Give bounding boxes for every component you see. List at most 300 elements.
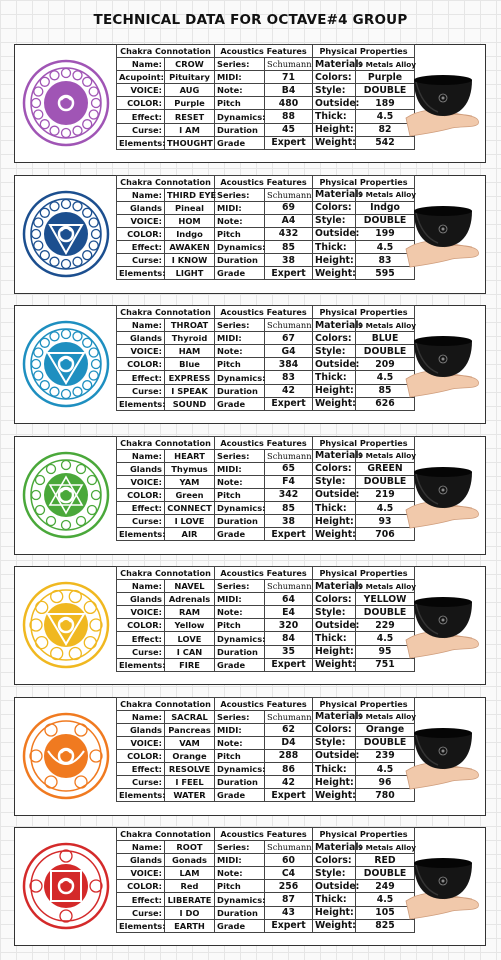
- label-grade: Grade: [215, 397, 265, 410]
- page-title: TECHNICAL DATA FOR OCTAVE#4 GROUP: [93, 12, 408, 28]
- label-midi: MIDI:: [215, 723, 265, 736]
- value-effect: RESOLVE: [165, 762, 215, 775]
- label-colors: Colors:: [313, 71, 356, 84]
- label-midi: MIDI:: [215, 71, 265, 84]
- value-voice: LAM: [165, 867, 215, 880]
- navel-ram-icon: [17, 569, 115, 681]
- value-duration: 42: [265, 384, 313, 397]
- value-style: DOUBLE: [356, 867, 415, 880]
- value-weight: 595: [356, 267, 415, 280]
- label-thick: Thick:: [313, 632, 356, 645]
- value-duration: 38: [265, 254, 313, 267]
- label-midi: MIDI:: [215, 854, 265, 867]
- singing-bowl-on-hand-image: [403, 830, 483, 942]
- label-material: Material:: [313, 319, 356, 332]
- label-weight: Weight:: [313, 397, 356, 410]
- value-weight: 626: [356, 397, 415, 410]
- label-name: Name:: [117, 449, 165, 462]
- label-dynamics: Dynamics:: [215, 240, 265, 253]
- value-material: 9 Metals Alloy: [356, 580, 415, 593]
- header-acoustics-features: Acoustics Features: [215, 175, 313, 188]
- label-midi: MIDI:: [215, 332, 265, 345]
- header-acoustics-features: Acoustics Features: [215, 306, 313, 319]
- header-physical-properties: Physical Properties: [313, 436, 415, 449]
- value-style: DOUBLE: [356, 345, 415, 358]
- chakra-block-sacral: [14, 697, 486, 816]
- value-color: Yellow: [165, 619, 215, 632]
- value-midi: 69: [265, 201, 313, 214]
- chakra-block-throat: [14, 305, 486, 424]
- value-outside: 189: [356, 97, 415, 110]
- value-midi: 60: [265, 854, 313, 867]
- label-curse: Curse:: [117, 906, 165, 919]
- label-dynamics: Dynamics:: [215, 371, 265, 384]
- label-outside: Outside:: [313, 749, 356, 762]
- label-series: Series:: [215, 580, 265, 593]
- value-effect: CONNECT: [165, 501, 215, 514]
- label-color: COLOR:: [117, 488, 165, 501]
- label-curse: Curse:: [117, 776, 165, 789]
- value-duration: 38: [265, 515, 313, 528]
- label-height: Height:: [313, 384, 356, 397]
- header-chakra-connotation: Chakra Connotation: [117, 828, 215, 841]
- label-material: Material:: [313, 188, 356, 201]
- value-thick: 4.5: [356, 371, 415, 384]
- label-duration: Duration: [215, 384, 265, 397]
- label-height: Height:: [313, 776, 356, 789]
- value-voice: VAM: [165, 736, 215, 749]
- throat-ham-icon: [17, 308, 115, 420]
- value-duration: 45: [265, 123, 313, 136]
- value-grade: Expert: [265, 267, 313, 280]
- value-pitch: 288: [265, 749, 313, 762]
- label-effect: Effect:: [117, 501, 165, 514]
- value-colors: RED: [356, 854, 415, 867]
- label-dynamics: Dynamics:: [215, 762, 265, 775]
- label-style: Style:: [313, 867, 356, 880]
- value-midi: 65: [265, 462, 313, 475]
- value-note: D4: [265, 736, 313, 749]
- value-colors: BLUE: [356, 332, 415, 345]
- label-note: Note:: [215, 214, 265, 227]
- label-color: COLOR:: [117, 227, 165, 240]
- label-weight: Weight:: [313, 658, 356, 671]
- label-series: Series:: [215, 188, 265, 201]
- spec-table: [116, 436, 415, 542]
- value-weight: 542: [356, 136, 415, 149]
- value-effect: EXPRESS: [165, 371, 215, 384]
- sacral-vam-icon: [17, 700, 115, 812]
- value-effect: LIBERATE: [165, 893, 215, 906]
- spec-table: [116, 175, 415, 281]
- label-voice: VOICE:: [117, 345, 165, 358]
- value-color: Green: [165, 488, 215, 501]
- value-outside: 229: [356, 619, 415, 632]
- label-dynamics: Dynamics:: [215, 893, 265, 906]
- label-pitch: Pitch: [215, 488, 265, 501]
- label-weight: Weight:: [313, 789, 356, 802]
- label-curse: Curse:: [117, 515, 165, 528]
- value-dynamics: 84: [265, 632, 313, 645]
- label-style: Style:: [313, 345, 356, 358]
- label-material: Material:: [313, 449, 356, 462]
- label-effect: Effect:: [117, 110, 165, 123]
- label-glands: Glands: [117, 723, 165, 736]
- chakra-block-heart: [14, 436, 486, 555]
- label-elements: Elements:: [117, 789, 165, 802]
- label-pitch: Pitch: [215, 97, 265, 110]
- value-name: THROAT: [165, 319, 215, 332]
- label-material: Material:: [313, 58, 356, 71]
- value-elements: SOUND: [165, 397, 215, 410]
- value-effect: LOVE: [165, 632, 215, 645]
- chakra-block-crow: [14, 44, 486, 163]
- chakra-block-root: [14, 827, 486, 946]
- label-midi: MIDI:: [215, 462, 265, 475]
- value-colors: Indgo: [356, 201, 415, 214]
- label-color: COLOR:: [117, 97, 165, 110]
- label-voice: VOICE:: [117, 475, 165, 488]
- header-acoustics-features: Acoustics Features: [215, 697, 313, 710]
- label-effect: Effect:: [117, 371, 165, 384]
- label-pitch: Pitch: [215, 619, 265, 632]
- value-voice: YAM: [165, 475, 215, 488]
- value-outside: 209: [356, 358, 415, 371]
- label-series: Series:: [215, 449, 265, 462]
- value-duration: 35: [265, 645, 313, 658]
- label-duration: Duration: [215, 254, 265, 267]
- label-note: Note:: [215, 606, 265, 619]
- om-icon: [17, 47, 115, 159]
- label-grade: Grade: [215, 658, 265, 671]
- label-style: Style:: [313, 606, 356, 619]
- label-elements: Elements:: [117, 136, 165, 149]
- value-color: Indgo: [165, 227, 215, 240]
- label-thick: Thick:: [313, 893, 356, 906]
- value-curse: I CAN: [165, 645, 215, 658]
- label-pitch: Pitch: [215, 227, 265, 240]
- label-colors: Colors:: [313, 723, 356, 736]
- value-pitch: 432: [265, 227, 313, 240]
- value-voice: HAM: [165, 345, 215, 358]
- label-colors: Colors:: [313, 593, 356, 606]
- label-glands: Glands: [117, 593, 165, 606]
- label-glands: Glands: [117, 854, 165, 867]
- header-chakra-connotation: Chakra Connotation: [117, 306, 215, 319]
- singing-bowl-on-hand-image: [403, 178, 483, 290]
- label-color: COLOR:: [117, 358, 165, 371]
- label-voice: VOICE:: [117, 867, 165, 880]
- label-color: COLOR:: [117, 880, 165, 893]
- value-weight: 780: [356, 789, 415, 802]
- value-style: DOUBLE: [356, 214, 415, 227]
- header-chakra-connotation: Chakra Connotation: [117, 697, 215, 710]
- value-thick: 4.5: [356, 110, 415, 123]
- label-effect: Effect:: [117, 632, 165, 645]
- value-elements: WATER: [165, 789, 215, 802]
- value-height: 83: [356, 254, 415, 267]
- label-material: Material:: [313, 841, 356, 854]
- value-outside: 199: [356, 227, 415, 240]
- value-height: 85: [356, 384, 415, 397]
- value-midi: 62: [265, 723, 313, 736]
- label-dynamics: Dynamics:: [215, 632, 265, 645]
- value-outside: 219: [356, 488, 415, 501]
- value-grade: Expert: [265, 658, 313, 671]
- label-grade: Grade: [215, 528, 265, 541]
- value-outside: 239: [356, 749, 415, 762]
- value-height: 82: [356, 123, 415, 136]
- value-series: Schumann: [265, 841, 313, 854]
- label-height: Height:: [313, 254, 356, 267]
- spec-table: [116, 827, 415, 933]
- label-name: Name:: [117, 580, 165, 593]
- label-height: Height:: [313, 645, 356, 658]
- value-glands: Adrenals: [165, 593, 215, 606]
- third-eye-om-icon: [17, 178, 115, 290]
- value-note: C4: [265, 867, 313, 880]
- label-midi: MIDI:: [215, 593, 265, 606]
- value-material: 9 Metals Alloy: [356, 449, 415, 462]
- header-chakra-connotation: Chakra Connotation: [117, 567, 215, 580]
- label-thick: Thick:: [313, 762, 356, 775]
- value-grade: Expert: [265, 528, 313, 541]
- value-curse: I KNOW: [165, 254, 215, 267]
- label-effect: Effect:: [117, 762, 165, 775]
- value-colors: Orange: [356, 723, 415, 736]
- label-voice: VOICE:: [117, 214, 165, 227]
- label-name: Name:: [117, 188, 165, 201]
- label-material: Material:: [313, 580, 356, 593]
- value-series: Schumann: [265, 58, 313, 71]
- value-dynamics: 87: [265, 893, 313, 906]
- value-midi: 67: [265, 332, 313, 345]
- value-pitch: 480: [265, 97, 313, 110]
- label-elements: Elements:: [117, 528, 165, 541]
- singing-bowl-on-hand-image: [403, 439, 483, 551]
- value-dynamics: 86: [265, 762, 313, 775]
- label-curse: Curse:: [117, 384, 165, 397]
- singing-bowl-on-hand-image: [403, 700, 483, 812]
- value-material: 9 Metals Alloy: [356, 188, 415, 201]
- label-weight: Weight:: [313, 267, 356, 280]
- label-weight: Weight:: [313, 528, 356, 541]
- value-curse: I FEEL: [165, 776, 215, 789]
- value-pitch: 342: [265, 488, 313, 501]
- label-grade: Grade: [215, 919, 265, 932]
- value-duration: 43: [265, 906, 313, 919]
- value-series: Schumann: [265, 188, 313, 201]
- value-pitch: 384: [265, 358, 313, 371]
- label-material: Material:: [313, 710, 356, 723]
- value-glands: Gonads: [165, 854, 215, 867]
- value-series: Schumann: [265, 449, 313, 462]
- label-series: Series:: [215, 58, 265, 71]
- label-curse: Curse:: [117, 254, 165, 267]
- label-outside: Outside:: [313, 97, 356, 110]
- heart-yam-icon: [17, 439, 115, 551]
- label-style: Style:: [313, 475, 356, 488]
- value-curse: I SPEAK: [165, 384, 215, 397]
- label-voice: VOICE:: [117, 84, 165, 97]
- singing-bowl-on-hand-image: [403, 308, 483, 420]
- value-style: DOUBLE: [356, 606, 415, 619]
- value-height: 105: [356, 906, 415, 919]
- header-chakra-connotation: Chakra Connotation: [117, 45, 215, 58]
- header-chakra-connotation: Chakra Connotation: [117, 175, 215, 188]
- value-midi: 64: [265, 593, 313, 606]
- value-height: 95: [356, 645, 415, 658]
- value-dynamics: 85: [265, 240, 313, 253]
- value-pitch: 256: [265, 880, 313, 893]
- label-glands: Acupoint:: [117, 71, 165, 84]
- value-thick: 4.5: [356, 893, 415, 906]
- spec-table: [116, 697, 415, 803]
- value-material: 9 Metals Alloy: [356, 319, 415, 332]
- value-height: 93: [356, 515, 415, 528]
- value-colors: GREEN: [356, 462, 415, 475]
- label-colors: Colors:: [313, 332, 356, 345]
- singing-bowl-on-hand-image: [403, 47, 483, 159]
- value-glands: Pineal: [165, 201, 215, 214]
- value-elements: FIRE: [165, 658, 215, 671]
- label-weight: Weight:: [313, 136, 356, 149]
- value-style: DOUBLE: [356, 475, 415, 488]
- value-style: DOUBLE: [356, 84, 415, 97]
- value-name: NAVEL: [165, 580, 215, 593]
- label-height: Height:: [313, 123, 356, 136]
- label-style: Style:: [313, 84, 356, 97]
- label-elements: Elements:: [117, 919, 165, 932]
- value-effect: AWAKEN: [165, 240, 215, 253]
- label-glands: Glands: [117, 201, 165, 214]
- value-voice: RAM: [165, 606, 215, 619]
- label-pitch: Pitch: [215, 880, 265, 893]
- value-glands: Pancreas: [165, 723, 215, 736]
- label-duration: Duration: [215, 776, 265, 789]
- value-height: 96: [356, 776, 415, 789]
- label-series: Series:: [215, 710, 265, 723]
- value-color: Purple: [165, 97, 215, 110]
- value-note: A4: [265, 214, 313, 227]
- value-effect: RESET: [165, 110, 215, 123]
- label-style: Style:: [313, 736, 356, 749]
- label-grade: Grade: [215, 789, 265, 802]
- label-outside: Outside:: [313, 488, 356, 501]
- value-material: 9 Metals Alloy: [356, 710, 415, 723]
- value-outside: 249: [356, 880, 415, 893]
- label-effect: Effect:: [117, 893, 165, 906]
- label-name: Name:: [117, 841, 165, 854]
- label-color: COLOR:: [117, 749, 165, 762]
- value-elements: EARTH: [165, 919, 215, 932]
- header-physical-properties: Physical Properties: [313, 697, 415, 710]
- label-name: Name:: [117, 58, 165, 71]
- label-outside: Outside:: [313, 880, 356, 893]
- label-name: Name:: [117, 710, 165, 723]
- value-series: Schumann: [265, 580, 313, 593]
- label-duration: Duration: [215, 906, 265, 919]
- label-elements: Elements:: [117, 397, 165, 410]
- value-name: CROW: [165, 58, 215, 71]
- label-dynamics: Dynamics:: [215, 110, 265, 123]
- chakra-block-third-eye: [14, 175, 486, 294]
- value-colors: YELLOW: [356, 593, 415, 606]
- label-curse: Curse:: [117, 645, 165, 658]
- label-effect: Effect:: [117, 240, 165, 253]
- value-pitch: 320: [265, 619, 313, 632]
- value-curse: I LOVE: [165, 515, 215, 528]
- spec-table: [116, 44, 415, 150]
- value-style: DOUBLE: [356, 736, 415, 749]
- value-dynamics: 88: [265, 110, 313, 123]
- value-glands: Thymus: [165, 462, 215, 475]
- label-voice: VOICE:: [117, 736, 165, 749]
- label-weight: Weight:: [313, 919, 356, 932]
- value-thick: 4.5: [356, 240, 415, 253]
- label-colors: Colors:: [313, 462, 356, 475]
- value-thick: 4.5: [356, 501, 415, 514]
- value-name: THIRD EYE: [165, 188, 215, 201]
- label-grade: Grade: [215, 136, 265, 149]
- header-physical-properties: Physical Properties: [313, 45, 415, 58]
- value-note: G4: [265, 345, 313, 358]
- header-chakra-connotation: Chakra Connotation: [117, 436, 215, 449]
- value-glands: Thyroid: [165, 332, 215, 345]
- label-thick: Thick:: [313, 110, 356, 123]
- value-duration: 42: [265, 776, 313, 789]
- value-color: Orange: [165, 749, 215, 762]
- label-note: Note:: [215, 84, 265, 97]
- label-dynamics: Dynamics:: [215, 501, 265, 514]
- spec-table: [116, 305, 415, 411]
- header-acoustics-features: Acoustics Features: [215, 45, 313, 58]
- label-note: Note:: [215, 736, 265, 749]
- label-note: Note:: [215, 475, 265, 488]
- label-color: COLOR:: [117, 619, 165, 632]
- value-note: E4: [265, 606, 313, 619]
- value-grade: Expert: [265, 919, 313, 932]
- value-thick: 4.5: [356, 632, 415, 645]
- value-dynamics: 85: [265, 501, 313, 514]
- value-glands: Pituitary: [165, 71, 215, 84]
- value-grade: Expert: [265, 397, 313, 410]
- label-height: Height:: [313, 515, 356, 528]
- label-series: Series:: [215, 841, 265, 854]
- label-voice: VOICE:: [117, 606, 165, 619]
- root-lam-icon: [17, 830, 115, 942]
- label-outside: Outside:: [313, 227, 356, 240]
- spec-table: [116, 566, 415, 672]
- value-name: HEART: [165, 449, 215, 462]
- label-style: Style:: [313, 214, 356, 227]
- value-grade: Expert: [265, 789, 313, 802]
- value-weight: 825: [356, 919, 415, 932]
- singing-bowl-on-hand-image: [403, 569, 483, 681]
- label-grade: Grade: [215, 267, 265, 280]
- label-colors: Colors:: [313, 201, 356, 214]
- value-elements: THOUGHT: [165, 136, 215, 149]
- value-grade: Expert: [265, 136, 313, 149]
- label-series: Series:: [215, 319, 265, 332]
- value-elements: AIR: [165, 528, 215, 541]
- label-name: Name:: [117, 319, 165, 332]
- value-weight: 706: [356, 528, 415, 541]
- value-elements: LIGHT: [165, 267, 215, 280]
- value-note: F4: [265, 475, 313, 488]
- label-elements: Elements:: [117, 658, 165, 671]
- value-curse: I AM: [165, 123, 215, 136]
